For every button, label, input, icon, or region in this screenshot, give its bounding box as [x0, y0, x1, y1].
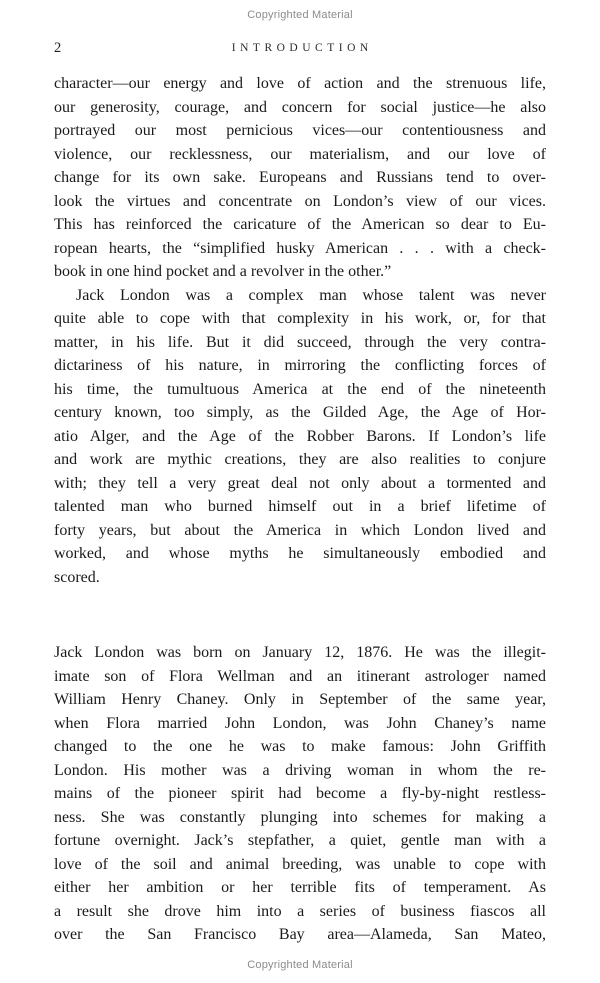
text-line: imate son of Flora Wellman and an itinerant astrologer named [54, 667, 546, 685]
text-line: worked, and whose myths he simultaneously embodied and [54, 545, 546, 562]
text-line: and work are mythic creations, they are also realities to conjure [54, 451, 546, 468]
text-line: forty years, but about the America in which London lived and [54, 521, 546, 539]
text-line: either her ambition or her terrible fits of temperament. As [54, 879, 546, 896]
text-line: ness. She was constantly plunging into schemes for making a [54, 808, 546, 826]
text-line: violence, our recklessness, our materialism, and our love of [54, 145, 546, 163]
chapter-title: INTRODUCTION [231, 42, 373, 54]
text-line: his time, the tumultuous America at the end of the nineteenth [54, 380, 546, 398]
text-line: love of the soil and animal breeding, was unable to cope with [54, 855, 546, 873]
page-number: 2 [54, 40, 62, 56]
text-line: change for its own sake. Europeans and Russians tend to over- [54, 169, 546, 186]
text-line: fortune overnight. Jack’s stepfather, a quiet, gentle man with a [54, 832, 546, 849]
text-line: portrayed our most pernicious vices—our contentiousness and [54, 122, 546, 139]
text-line: William Henry Chaney. Only in September of the same year, [54, 691, 546, 708]
page-content [0, 40, 600, 947]
text-line: century known, too simply, as the Gilded Age, the Age of Hor- [54, 404, 546, 421]
paragraph [54, 641, 546, 947]
text-line: Jack London was born on January 12, 1876. He was the illegit- [54, 644, 546, 661]
text-line: ropean hearts, the “simplified husky American . . . with a check- [54, 239, 546, 257]
text-line: when Flora married John London, was John Chaney’s name [54, 714, 546, 732]
text-line: look the virtues and concentrate on London’s view of our vices. [54, 192, 546, 210]
text-line: matter, in his life. But it did succeed, through the very contra- [54, 333, 546, 351]
page-header [54, 40, 546, 56]
text-line: talented man who burned himself out in a brief lifetime of [54, 498, 546, 515]
page-body [54, 72, 546, 947]
text-line: Jack London was a complex man whose talent was never [76, 286, 546, 304]
text-line: dictariness of his nature, in mirroring the conflicting forces of [54, 357, 546, 374]
text-line: scored. [54, 568, 100, 586]
text-line: a result she drove him into a series of business fiascos all [54, 902, 546, 920]
text-line: over the San Francisco Bay area—Alameda, San Mateo, [54, 926, 546, 943]
text-line: mains of the pioneer spirit had become a fly-by-night restless- [54, 785, 546, 802]
copyright-notice-bottom: Copyrighted Material [247, 959, 353, 971]
text-line: character—our energy and love of action and the strenuous life, [54, 75, 546, 92]
text-line: London. His mother was a driving woman in whom the re- [54, 761, 546, 779]
text-line: book in one hind pocket and a revolver in the other.” [54, 263, 392, 280]
text-line: quite able to cope with that complexity in his work, or, for that [54, 310, 546, 327]
text-line: This has reinforced the caricature of the American so dear to Eu- [54, 216, 546, 233]
text-line: atio Alger, and the Age of the Robber Barons. If London’s life [54, 427, 546, 445]
text-line: with; they tell a very great deal not only about a tormented and [54, 474, 546, 492]
paragraph [54, 284, 546, 590]
paragraph [54, 72, 546, 284]
text-line: our generosity, courage, and concern for social justice—he also [54, 98, 546, 116]
text-line: changed to the one he was to make famous: John Griffith [54, 738, 546, 755]
copyright-notice-top: Copyrighted Material [247, 9, 353, 21]
